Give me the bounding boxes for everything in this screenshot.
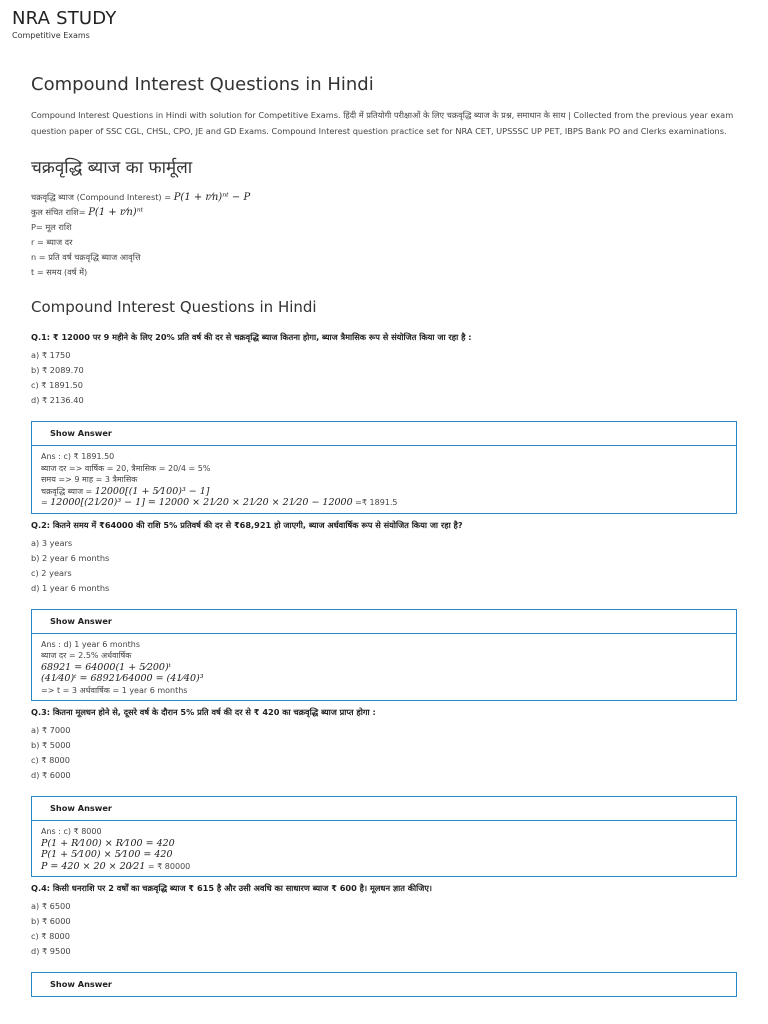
article-content	[31, 74, 737, 1001]
answer-box	[31, 421, 737, 514]
answer-line: 68921 = 64000(1 + 5⁄200)ᵗ	[41, 661, 172, 673]
option-item: b) ₹ 6000	[31, 916, 71, 926]
option-item: d) ₹ 2136.40	[31, 395, 84, 405]
option-list	[31, 348, 737, 408]
question-text: Q.4: किसी धनराशि पर 2 वर्षों का चक्रवृद्धि ब्याज ₹ 615 है और उसी अवधि का साधारण ब्याज ₹ 600 है। मूलधन ज्ञात कीजिए।	[31, 883, 432, 893]
option-item: a) ₹ 7000	[31, 725, 71, 735]
site-header	[12, 8, 117, 40]
answer-line: Ans : c) ₹ 8000	[41, 827, 102, 836]
answer-line: => t = 3 अर्धवार्षिक = 1 year 6 months	[41, 685, 188, 695]
answer-box	[31, 972, 737, 997]
formula-line: P= मूल राशि	[31, 222, 72, 232]
question-text: Q.1: ₹ 12000 पर 9 महीने के लिए 20% प्रति वर्ष की दर से चक्रवृद्धि ब्याज कितना होगा, ब्याज त्रैमासिक रूप से संयोजित किया जा रहा है :	[31, 332, 472, 342]
answer-line: (41⁄40)ᵗ = 68921⁄64000 = (41⁄40)³	[41, 673, 204, 684]
formula-heading: चक्रवृद्धि ब्याज का फार्मूला	[31, 158, 193, 178]
answer-box	[31, 609, 737, 702]
question-block	[31, 330, 737, 514]
option-item: c) 2 years	[31, 567, 72, 578]
option-list	[31, 723, 737, 783]
question-text: Q.3: कितना मूलधन होने से, दूसरे वर्ष के दौरान 5% प्रति वर्ष की दर से ₹ 420 का चक्रवृद्धि ब्याज प्राप्त होगा :	[31, 707, 376, 717]
answer-body	[32, 634, 736, 701]
option-item: d) 1 year 6 months	[31, 582, 110, 593]
option-item: a) ₹ 6500	[31, 901, 71, 911]
questions-heading: Compound Interest Questions in Hindi	[31, 298, 317, 316]
show-answer-button[interactable]: Show Answer	[32, 797, 736, 821]
option-item: a) ₹ 1750	[31, 350, 71, 360]
answer-line: चक्रवृद्धि ब्याज = 12000[(1 + 5⁄100)³ − 1]	[41, 485, 210, 497]
formula-line: r = ब्याज दर	[31, 237, 73, 247]
question-text: Q.2: कितने समय में ₹64000 की राशि 5% प्रतिवर्ष की दर से ₹68,921 हो जाएगी, ब्याज अर्धवार्षिक रूप से संयोजित किया जा रहा है?	[31, 519, 463, 530]
answer-line: P(1 + R⁄100) × R⁄100 = 420	[41, 837, 175, 849]
option-item: c) ₹ 1891.50	[31, 380, 83, 390]
formula-line: t = समय (वर्ष में)	[31, 267, 88, 277]
page-title: Compound Interest Questions in Hindi	[31, 74, 374, 95]
option-item: b) ₹ 5000	[31, 740, 71, 750]
answer-line: Ans : d) 1 year 6 months	[41, 639, 141, 649]
answer-box	[31, 796, 737, 877]
answer-line: Ans : c) ₹ 1891.50	[41, 452, 115, 461]
formula-list	[31, 190, 737, 280]
option-list	[31, 536, 737, 596]
option-item: d) ₹ 6000	[31, 770, 71, 780]
answer-body	[32, 446, 736, 513]
formula-line: चक्रवृद्धि ब्याज (Compound Interest) = P(1 + r⁄n)ⁿᵗ − P	[31, 192, 251, 203]
answer-line: P(1 + 5⁄100) × 5⁄100 = 420	[41, 849, 173, 860]
option-item: b) ₹ 2089.70	[31, 365, 84, 375]
formula-line: n = प्रति वर्ष चक्रवृद्धि ब्याज आवृत्ति	[31, 252, 141, 262]
show-answer-button[interactable]: Show Answer	[32, 422, 736, 446]
site-title[interactable]: NRA STUDY	[12, 8, 117, 29]
question-block	[31, 518, 737, 702]
option-list	[31, 899, 737, 959]
option-item: d) ₹ 9500	[31, 946, 71, 956]
intro-paragraph: Compound Interest Questions in Hindi with solution for Competitive Exams. हिंदी में प्रतियोगी परीक्षाओं के लिए चक्रवृद्धि ब्याज के प्रश्न, समाधान के साथ | Collected from the previous year exam question paper of SSC CGL, CHSL, CPO, JE and GD Exams. Compound Interest question practice set for NRA CET, UPSSSC UP PET, IBPS Bank PO and Clerks examinations.	[31, 110, 734, 136]
formula-line: कुल संचित राशि= P(1 + r⁄n)ⁿᵗ	[31, 207, 144, 218]
option-item: a) 3 years	[31, 537, 73, 548]
option-item: c) ₹ 8000	[31, 931, 70, 941]
show-answer-button[interactable]: Show Answer	[50, 979, 112, 989]
answer-line: ब्याज दर => वार्षिक = 20, त्रैमासिक = 20/4 = 5%	[41, 463, 211, 473]
show-answer-button[interactable]: Show Answer	[32, 610, 736, 634]
answer-line: ब्याज दर = 2.5% अर्धवार्षिक	[41, 651, 132, 660]
answer-line: समय => 9 माह = 3 त्रैमासिक	[41, 475, 138, 484]
option-item: c) ₹ 8000	[31, 755, 70, 765]
option-item: b) 2 year 6 months	[31, 552, 110, 563]
question-block	[31, 881, 737, 997]
answer-line: = 12000[(21⁄20)³ − 1] = 12000 × 21⁄20 × 21⁄20 × 21⁄20 − 12000 =₹ 1891.5	[41, 497, 398, 508]
answer-line: P = 420 × 20 × 20⁄21 = ₹ 80000	[41, 860, 191, 872]
site-tagline: Competitive Exams	[12, 31, 90, 40]
answer-body	[32, 821, 736, 876]
question-block	[31, 705, 737, 877]
